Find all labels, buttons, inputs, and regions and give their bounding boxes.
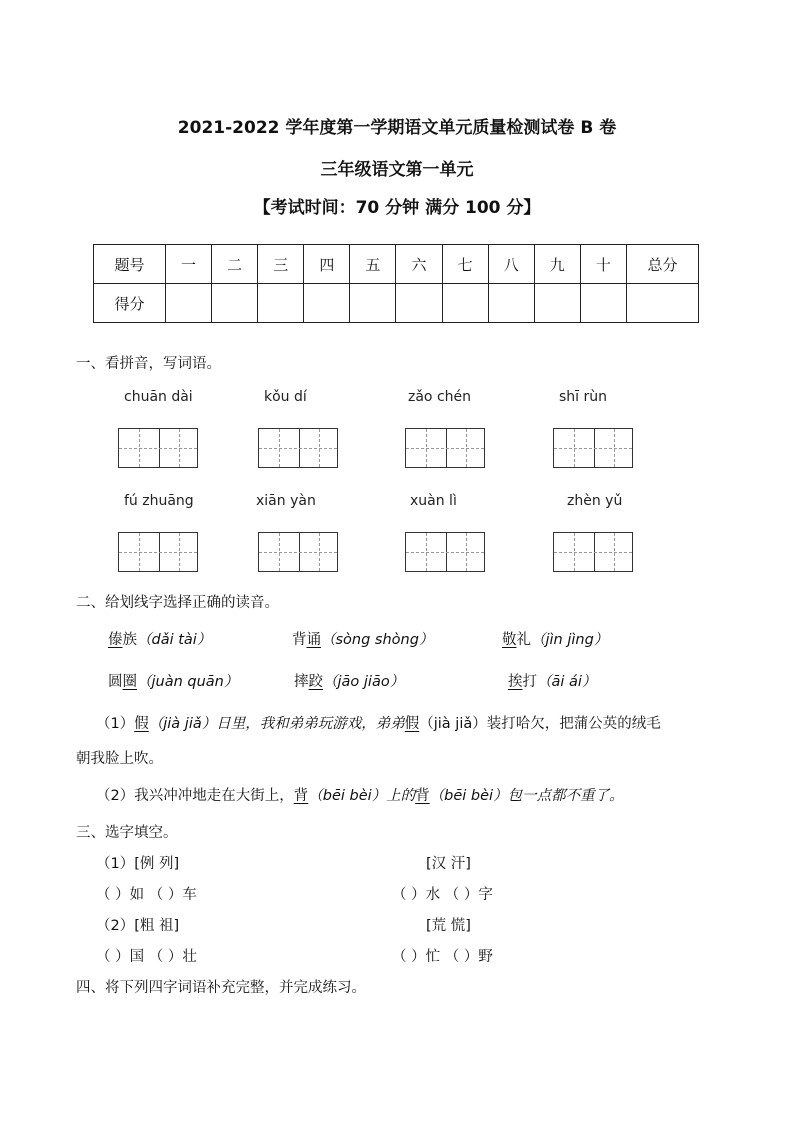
score-cell[interactable] bbox=[304, 284, 350, 323]
writing-grid[interactable] bbox=[405, 532, 485, 572]
score-table bbox=[93, 244, 699, 323]
score-cell[interactable] bbox=[396, 284, 442, 323]
score-cell[interactable] bbox=[534, 284, 580, 323]
writing-grid[interactable] bbox=[553, 428, 633, 468]
choice-group: [荒 慌] bbox=[426, 918, 471, 934]
writing-grid[interactable] bbox=[258, 532, 338, 572]
score-cell[interactable] bbox=[580, 284, 626, 323]
score-cell[interactable] bbox=[350, 284, 396, 323]
pinyin-label: zhèn yǔ bbox=[567, 493, 623, 509]
reading-item: 挨打（āi ái） bbox=[508, 674, 597, 690]
score-cell[interactable] bbox=[488, 284, 534, 323]
choice-group: [汉 汗] bbox=[426, 856, 471, 872]
writing-grid[interactable] bbox=[258, 428, 338, 468]
question-2-1-cont: 朝我脸上吹。 bbox=[76, 751, 163, 767]
writing-grid[interactable] bbox=[118, 428, 198, 468]
fill-blanks[interactable]: （ ）忙 （ ）野 bbox=[392, 949, 493, 965]
fill-blanks[interactable]: （ ）国 （ ）壮 bbox=[96, 949, 197, 965]
table-cell: 题号 bbox=[94, 245, 166, 284]
writing-grid[interactable] bbox=[553, 532, 633, 572]
fill-blanks[interactable]: （ ）如 （ ）车 bbox=[96, 887, 197, 903]
writing-grid[interactable] bbox=[118, 532, 198, 572]
section-3-title: 三、选字填空。 bbox=[76, 825, 178, 841]
exam-subtitle: 三年级语文第一单元 bbox=[320, 160, 474, 180]
table-cell: 总分 bbox=[627, 245, 699, 284]
table-cell: 三 bbox=[258, 245, 304, 284]
table-cell: 七 bbox=[442, 245, 488, 284]
reading-item: 傣族（dǎi tài） bbox=[108, 632, 212, 648]
table-cell: 十 bbox=[580, 245, 626, 284]
table-row bbox=[94, 245, 699, 284]
reading-item: 背诵（sòng shòng） bbox=[292, 632, 434, 648]
pinyin-label: kǒu dí bbox=[264, 389, 307, 405]
section-1-title: 一、看拼音，写词语。 bbox=[76, 356, 221, 372]
reading-item: 敬礼（jìn jìng） bbox=[502, 632, 609, 648]
question-2-2: （2）我兴冲冲地走在大街上，背（bēi bèi）上的背（bēi bèi）包一点都不重了。 bbox=[96, 788, 624, 804]
score-cell[interactable] bbox=[442, 284, 488, 323]
pinyin-label: xiān yàn bbox=[256, 493, 316, 509]
writing-grid[interactable] bbox=[405, 428, 485, 468]
table-cell: 四 bbox=[304, 245, 350, 284]
exam-title: 2021-2022 学年度第一学期语文单元质量检测试卷 B 卷 bbox=[177, 118, 617, 138]
score-cell[interactable] bbox=[166, 284, 212, 323]
reading-item: 圆圈（juàn quān） bbox=[108, 674, 239, 690]
choice-group: （1）[例 列] bbox=[96, 856, 180, 872]
pinyin-label: chuān dài bbox=[124, 389, 193, 405]
question-2-1: （1）假（jià jiǎ）日里，我和弟弟玩游戏，弟弟假（jià jiǎ）装打哈欠，把蒲公英的绒毛 bbox=[96, 716, 661, 732]
exam-info: 【考试时间：70 分钟 满分 100 分】 bbox=[253, 198, 541, 218]
table-cell: 九 bbox=[534, 245, 580, 284]
table-cell: 得分 bbox=[94, 284, 166, 323]
pinyin-label: zǎo chén bbox=[408, 389, 471, 405]
section-2-title: 二、给划线字选择正确的读音。 bbox=[76, 595, 279, 611]
score-cell[interactable] bbox=[258, 284, 304, 323]
table-cell: 六 bbox=[396, 245, 442, 284]
table-cell: 二 bbox=[212, 245, 258, 284]
score-cell[interactable] bbox=[212, 284, 258, 323]
table-cell: 八 bbox=[488, 245, 534, 284]
reading-item: 摔跤（jāo jiāo） bbox=[294, 674, 405, 690]
table-row bbox=[94, 284, 699, 323]
choice-group: （2）[粗 祖] bbox=[96, 918, 180, 934]
table-cell: 五 bbox=[350, 245, 396, 284]
pinyin-label: xuàn lì bbox=[410, 493, 457, 509]
pinyin-label: fú zhuāng bbox=[124, 493, 194, 509]
score-cell[interactable] bbox=[627, 284, 699, 323]
section-4-title: 四、将下列四字词语补充完整，并完成练习。 bbox=[76, 980, 366, 996]
pinyin-label: shī rùn bbox=[559, 389, 608, 405]
fill-blanks[interactable]: （ ）水 （ ）字 bbox=[392, 887, 493, 903]
table-cell: 一 bbox=[166, 245, 212, 284]
